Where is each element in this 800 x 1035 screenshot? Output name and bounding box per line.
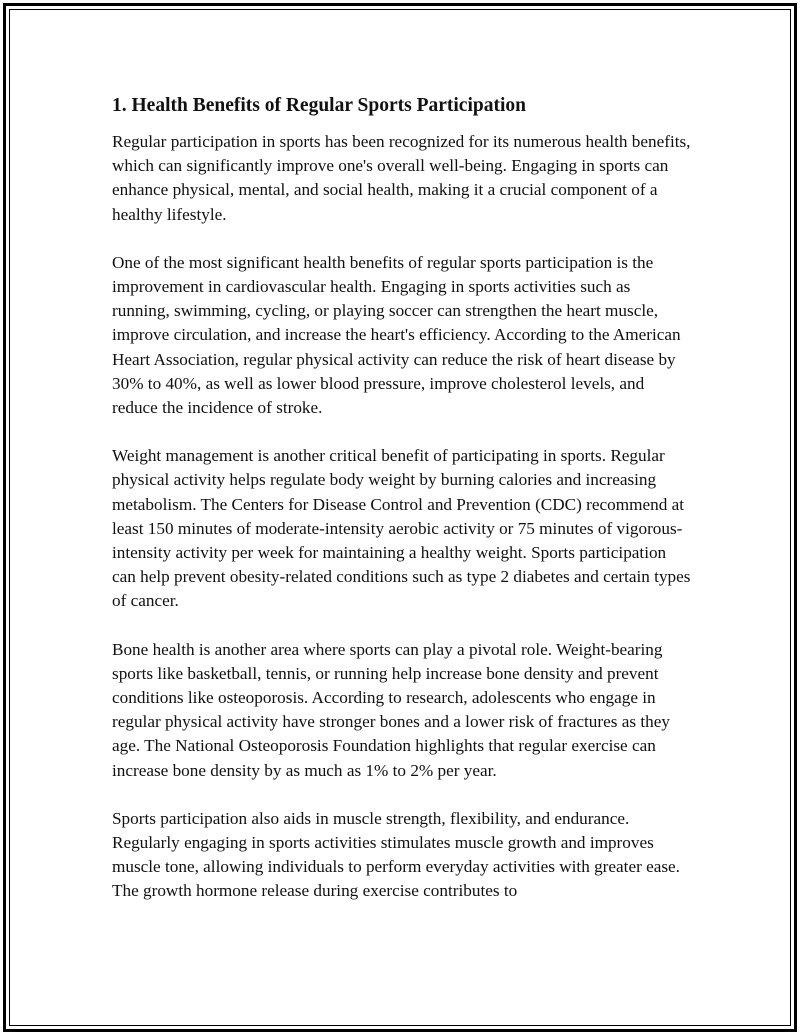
document-body [112, 92, 692, 928]
paragraph-bone-health: Bone health is another area where sports can play a pivotal role. Weight-bearing sports like basketball, tennis, or running help increase bone density and prevent conditions like osteoporosis. According to research, adolescents who engage in regular physical activity have stronger bones and a lower risk of fractures as they age. The National Osteoporosis Foundation highlights that regular exercise can increase bone density by as much as 1% to 2% per year. [112, 639, 670, 780]
section-heading: 1. Health Benefits of Regular Sports Participation [112, 95, 526, 116]
paragraph-cardiovascular: One of the most significant health benefits of regular sports participation is the improvement in cardiovascular health. Engaging in sports activities such as running, swimming, cycling, or playing soccer can strengthen the heart muscle, improve circulation, and increase the heart's efficiency. According to the American Heart Association, regular physical activity can reduce the risk of heart disease by 30% to 40%, as well as lower blood pressure, improve cholesterol levels, and reduce the incidence of stroke. [112, 252, 681, 418]
paragraph-intro: Regular participation in sports has been recognized for its numerous health benefits, which can significantly improve one's overall well-being. Engaging in sports can enhance physical, mental, and social health, making it a crucial component of a healthy lifestyle. [112, 132, 691, 224]
paragraph-muscle-strength: Sports participation also aids in muscle strength, flexibility, and endurance. Regularly engaging in sports activities stimulates muscle growth and improves muscle tone, allowing individuals to perform everyday activities with greater ease. The growth hormone release during exercise contributes to [112, 808, 680, 901]
paragraph-weight-management: Weight management is another critical benefit of participating in sports. Regular physical activity helps regulate body weight by burning calories and increasing metabolism. The Centers for Disease Control and Prevention (CDC) recommend at least 150 minutes of moderate-intensity aerobic activity or 75 minutes of vigorous-intensity activity per week for maintaining a healthy weight. Sports participation can help prevent obesity-related conditions such as type 2 diabetes and certain types of cancer. [112, 446, 691, 611]
